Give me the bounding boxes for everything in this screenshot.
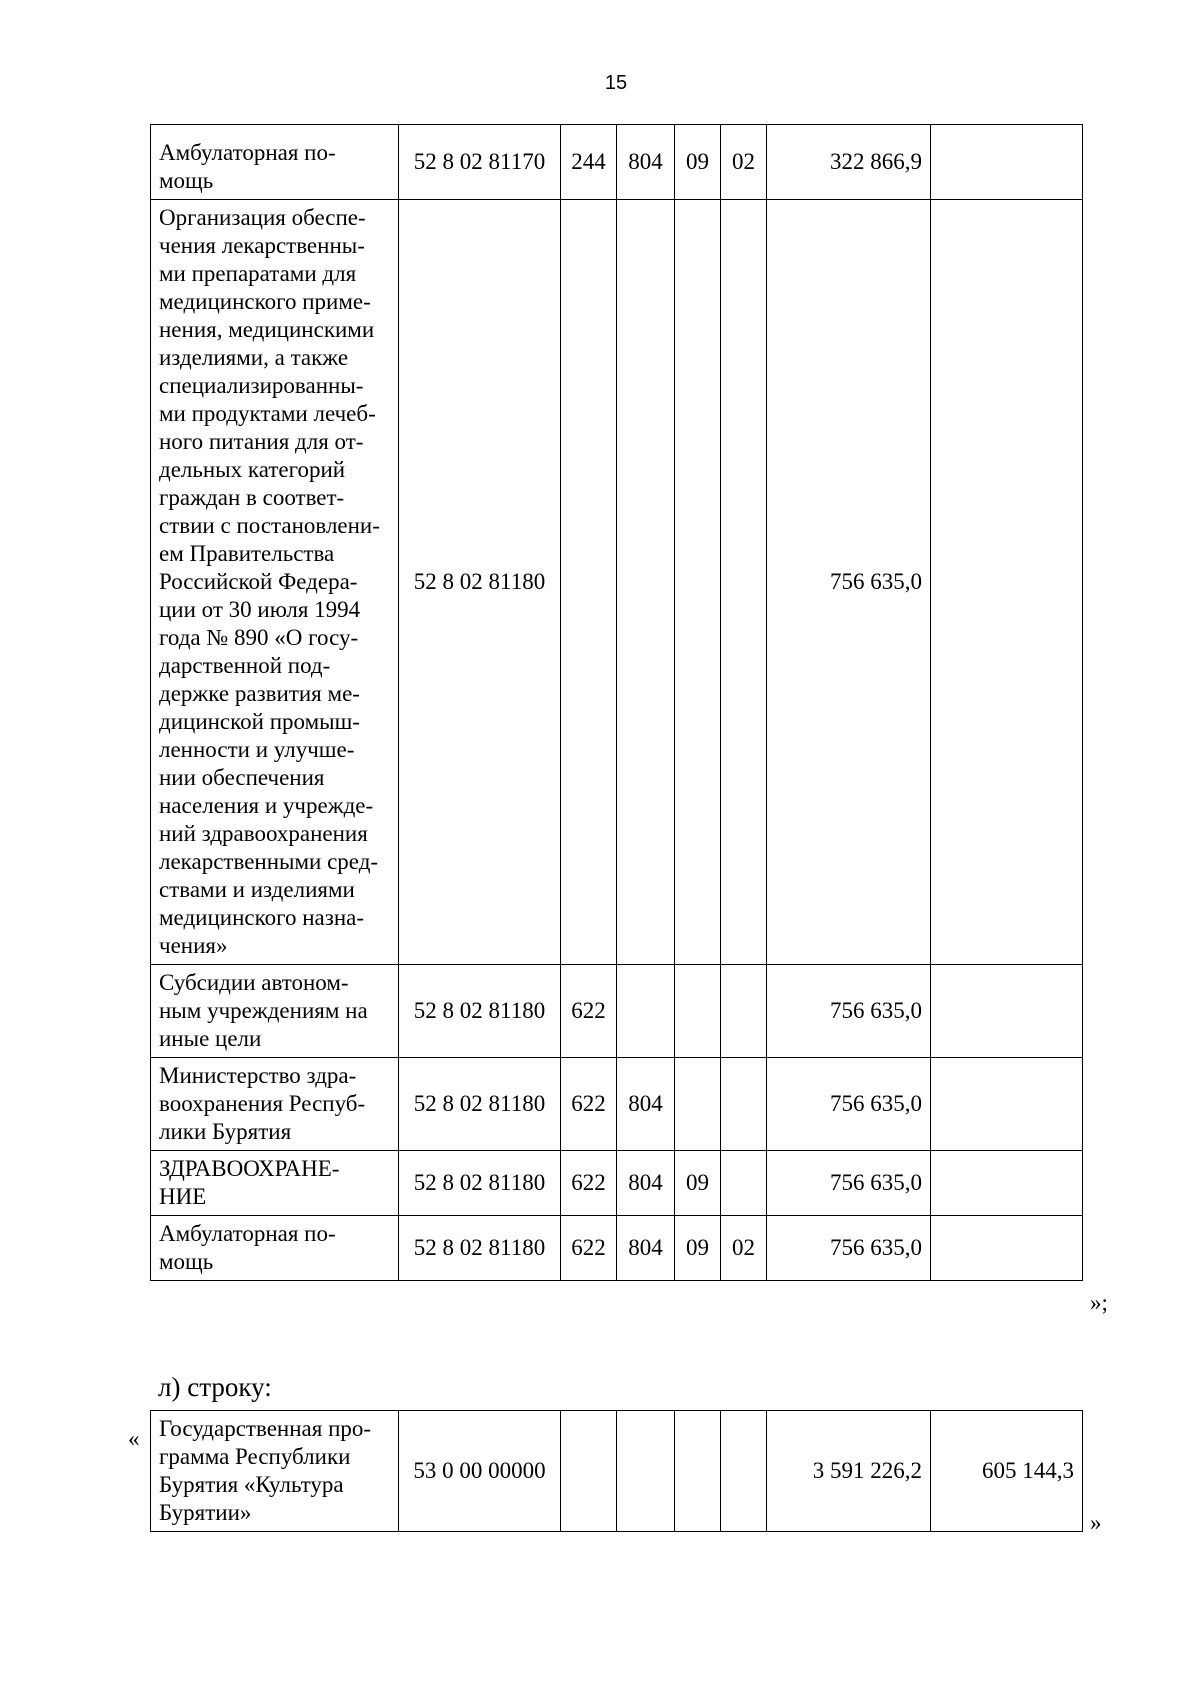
amount-2-cell: 605 144,3 <box>931 1411 1083 1532</box>
expense-type-cell: 244 <box>561 125 617 200</box>
section-cell: 09 <box>675 125 721 200</box>
table-row <box>151 1411 1083 1532</box>
ministry-code-cell <box>617 1411 675 1532</box>
table-row <box>151 1058 1083 1151</box>
target-code-cell: 52 8 02 81180 <box>399 1058 561 1151</box>
row-name-cell <box>151 1058 399 1151</box>
ministry-code-cell: 804 <box>617 1151 675 1216</box>
table-row <box>151 125 1083 200</box>
page-number: 15 <box>604 72 628 94</box>
closing-quote-mark: »; <box>1090 1290 1108 1315</box>
subsection-cell <box>721 1058 767 1151</box>
ministry-code-cell: 804 <box>617 125 675 200</box>
amendment-subheading: л) строку: <box>158 1372 272 1402</box>
budget-table-1 <box>150 124 1083 1281</box>
table-row <box>151 965 1083 1058</box>
row-name: ЗДРАВООХРАНЕ- НИЕ <box>159 1156 340 1209</box>
target-code-cell: 52 8 02 81180 <box>399 1216 561 1281</box>
amount-2-cell <box>931 200 1083 965</box>
amount-cell: 756 635,0 <box>767 1216 931 1281</box>
budget-table-2 <box>150 1410 1083 1532</box>
ministry-code-cell <box>617 200 675 965</box>
table-row <box>151 1151 1083 1216</box>
budget-table-2-body <box>151 1411 1083 1532</box>
subsection-cell: 02 <box>721 1216 767 1281</box>
table-row <box>151 200 1083 965</box>
amount-cell: 756 635,0 <box>767 1151 931 1216</box>
ministry-code-cell: 804 <box>617 1216 675 1281</box>
expense-type-cell: 622 <box>561 1058 617 1151</box>
row-name: Государственная про- грамма Республики Бурятия «Культура Бурятии» <box>159 1416 372 1525</box>
amount-cell: 756 635,0 <box>767 200 931 965</box>
subsection-cell <box>721 1151 767 1216</box>
row-name-cell <box>151 1411 399 1532</box>
amount-2-cell <box>931 1216 1083 1281</box>
row-name: Амбулаторная по- мощь <box>159 1221 336 1274</box>
subsection-cell <box>721 965 767 1058</box>
amount-2-cell <box>931 1058 1083 1151</box>
row-name-cell <box>151 965 399 1058</box>
subsection-cell <box>721 1411 767 1532</box>
expense-type-cell: 622 <box>561 1216 617 1281</box>
section-cell <box>675 200 721 965</box>
section-cell: 09 <box>675 1151 721 1216</box>
section-cell <box>675 1058 721 1151</box>
closing-quote-mark: » <box>1090 1510 1102 1535</box>
row-name: Организация обеспе- чения лекарственны- ми препаратами для медицинского приме- нения, медицинскими изделиями, а также специализированны- ми продуктами лечеб- ного питания для от- дельных категорий граждан в соответ- ствии с постановлени- ем Правительства Российской Федера- ции от 30 июля 1994 года № 890 «О госу- дарственной под- держке развития ме- дицинской промыш- ленности и улучше- нии обеспечения населения и учрежде- ний здравоохранения лекарственными сред- ствами и изделиями медицинского назна- чения» <box>159 205 380 958</box>
subsection-cell <box>721 200 767 965</box>
section-cell <box>675 965 721 1058</box>
table-row <box>151 1216 1083 1281</box>
amount-cell: 322 866,9 <box>767 125 931 200</box>
amount-cell: 756 635,0 <box>767 965 931 1058</box>
ministry-code-cell <box>617 965 675 1058</box>
target-code-cell: 52 8 02 81180 <box>399 200 561 965</box>
amount-2-cell <box>931 125 1083 200</box>
row-name-cell <box>151 200 399 965</box>
expense-type-cell <box>561 200 617 965</box>
expense-type-cell <box>561 1411 617 1532</box>
target-code-cell: 52 8 02 81180 <box>399 965 561 1058</box>
subsection-cell: 02 <box>721 125 767 200</box>
target-code-cell: 53 0 00 00000 <box>399 1411 561 1532</box>
section-cell: 09 <box>675 1216 721 1281</box>
expense-type-cell: 622 <box>561 1151 617 1216</box>
row-name: Министерство здра- воохранения Респуб- лики Бурятия <box>159 1063 366 1144</box>
row-name-cell <box>151 125 399 200</box>
amount-2-cell <box>931 1151 1083 1216</box>
opening-quote-mark: « <box>128 1426 140 1451</box>
row-name: Амбулаторная по- мощь <box>159 140 336 193</box>
row-name-cell <box>151 1216 399 1281</box>
row-name: Субсидии автоном- ным учреждениям на иные цели <box>159 970 368 1051</box>
target-code-cell: 52 8 02 81180 <box>399 1151 561 1216</box>
row-name-cell <box>151 1151 399 1216</box>
target-code-cell: 52 8 02 81170 <box>399 125 561 200</box>
amount-2-cell <box>931 965 1083 1058</box>
amount-cell: 3 591 226,2 <box>767 1411 931 1532</box>
section-cell <box>675 1411 721 1532</box>
amount-cell: 756 635,0 <box>767 1058 931 1151</box>
expense-type-cell: 622 <box>561 965 617 1058</box>
ministry-code-cell: 804 <box>617 1058 675 1151</box>
budget-table-1-body <box>151 125 1083 1281</box>
